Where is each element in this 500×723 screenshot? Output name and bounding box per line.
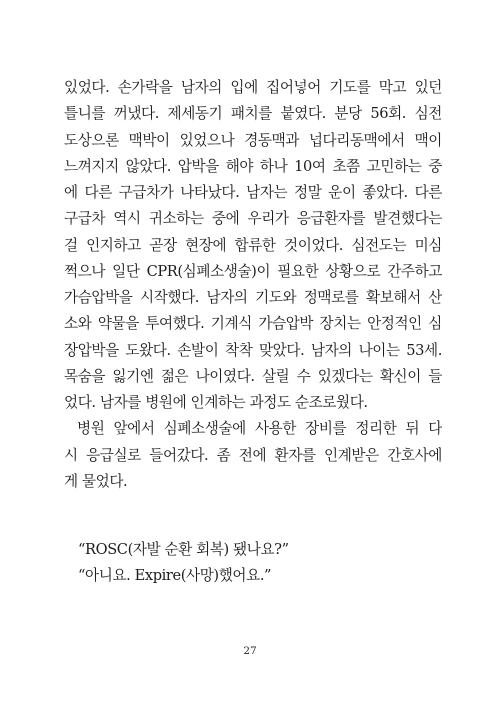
text-line: 병원 앞에서 심폐소생술에 사용한 장비를 정리한 뒤 다 — [77, 420, 442, 438]
dialogue-block — [78, 537, 438, 590]
text-line: 목숨을 잃기엔 젊은 나이였다. 살릴 수 있겠다는 확신이 들 — [64, 367, 442, 385]
dialogue-line-answer: “아니요. Expire(사망)했어요.” — [78, 567, 272, 585]
page-number: 27 — [243, 645, 257, 657]
text-line: 틀니를 꺼냈다. 제세동기 패치를 붙였다. 분당 56회. 심전 — [64, 105, 442, 123]
dialogue-line-question: “ROSC(자발 순환 회복) 됐나요?” — [78, 541, 289, 558]
text-line: 쩍으나 일단 CPR(심폐소생술)이 필요한 상황으로 간주하고 — [64, 262, 442, 280]
paragraph-1 — [64, 75, 442, 416]
text-line: 에 다른 구급차가 나타났다. 남자는 정말 운이 좋았다. 다른 — [64, 184, 442, 201]
text-line: 소와 약물을 투여했다. 기계식 가슴압박 장치는 안정적인 심 — [64, 315, 442, 333]
text-line: 있었다. 손가락을 남자의 입에 집어넣어 기도를 막고 있던 — [64, 79, 442, 96]
text-line: 게 물었다. — [64, 472, 128, 490]
text-line: 었다. 남자를 병원에 인계하는 과정도 순조로웠다. — [64, 394, 368, 411]
text-line: 걸 인지하고 곧장 현장에 합류한 것이었다. 심전도는 미심 — [64, 236, 442, 254]
paragraph-2 — [64, 416, 442, 495]
text-line: 가슴압박을 시작했다. 남자의 기도와 정맥로를 확보해서 산 — [64, 289, 442, 306]
text-line: 도상으론 맥박이 있었으나 경동맥과 넙다리동맥에서 맥이 — [64, 131, 442, 149]
text-line: 구급차 역시 귀소하는 중에 우리가 응급환자를 발견했다는 — [64, 210, 442, 228]
body-text — [64, 75, 442, 495]
text-line: 시 응급실로 들어갔다. 좀 전에 환자를 인계받은 간호사에 — [64, 446, 442, 464]
text-line: 느껴지지 않았다. 압박을 해야 하나 10여 초쯤 고민하는 중 — [64, 157, 442, 175]
text-line: 장압박을 도왔다. 손발이 착착 맞았다. 남자의 나이는 53세. — [64, 341, 442, 359]
